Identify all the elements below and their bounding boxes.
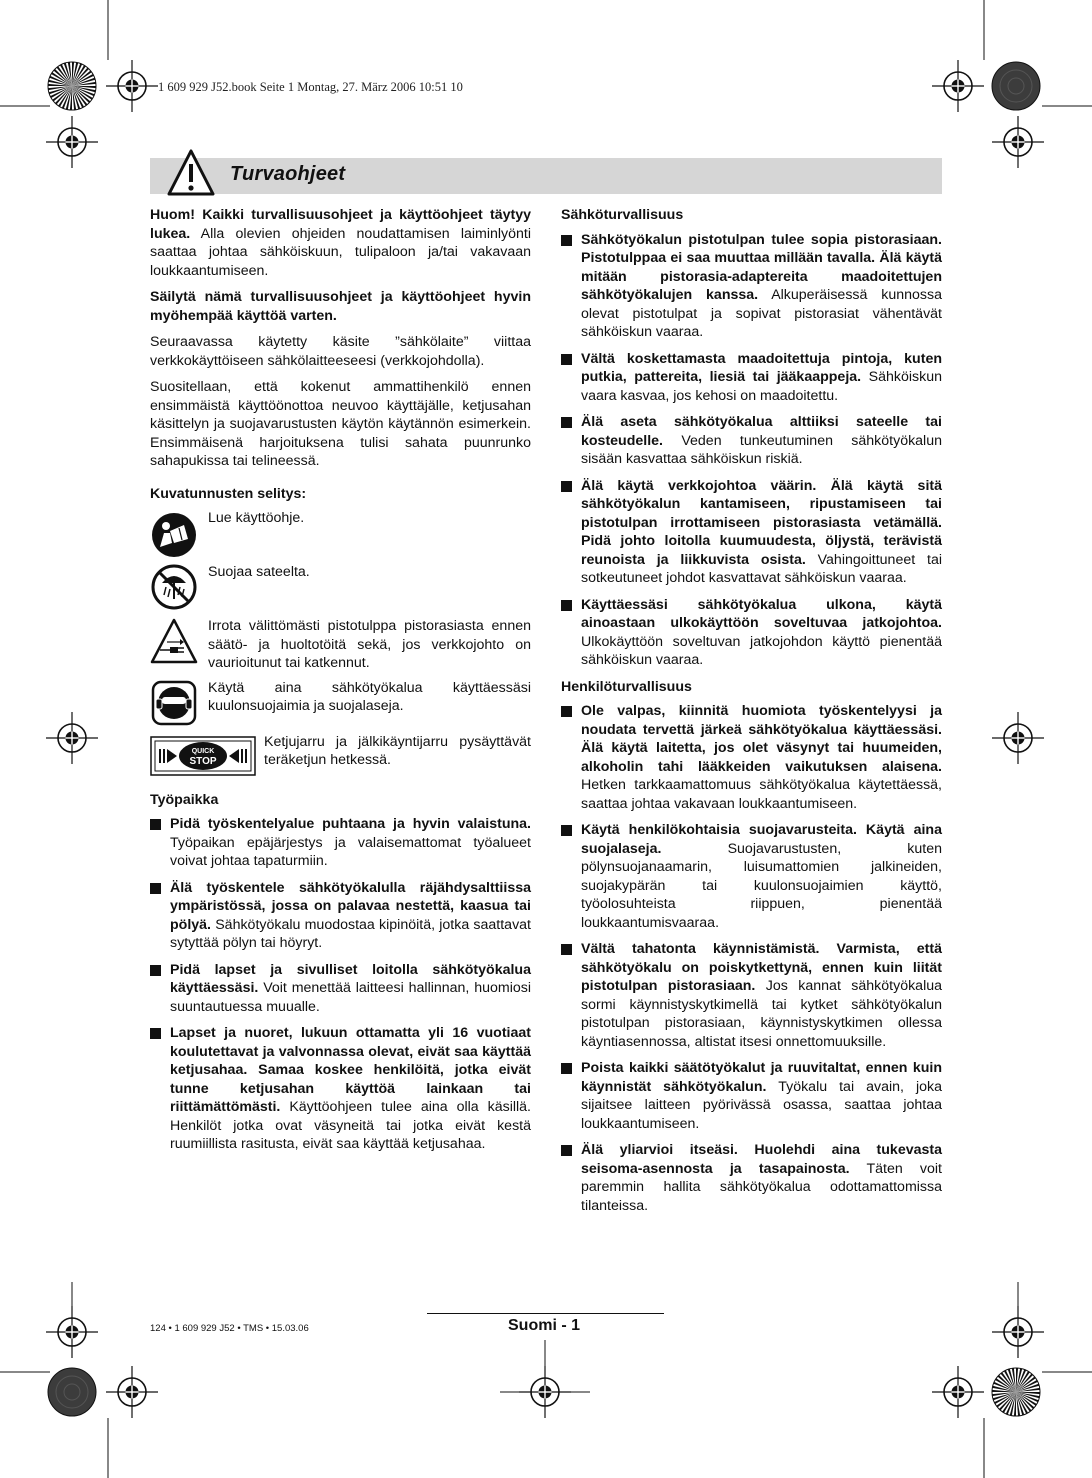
symbol-row-unplug xyxy=(150,617,531,673)
list-item: Käyttäessäsi sähkötyökalua ulkona, käytä ainoastaan ulkokäyttöön soveltuvaa jatkojohtoa. Ulkokäyttöön soveltuvan jatkojohdon käyttö pienentää sähköiskun vaaraa. xyxy=(561,596,942,670)
list-item: Vältä tahatonta käynnistämistä. Varmista, että sähkötyökalu on poiskytkettynä, ennen kuin liität pistotulpan pistorasiaan. Jos kannat sähkötyökalua sormi käynnistyskytkimellä tai kytket sähkötyökalun pistotulpan pistorasiaan, käynnistyskytkimen ollessa käyntiasennossa, altistat itsesi onnettomuuksille. xyxy=(561,940,942,1051)
electrical-safety-heading: Sähköturvallisuus xyxy=(561,207,684,223)
list-item: Ole valpas, kiinnitä huomiota työskentelyysi ja noudata tervettä järkeä sähkötyökalua käyttäessäsi. Älä käytä laitetta, jos olet väsynyt tai huumeiden, alkoholin tahi lääkkeiden vaikutuksen alaisena. Hetken tarkkaamattomuus sähkötyökalua käytettäessä, saattaa johtaa vakavaan loukkaantumiseen. xyxy=(561,702,942,813)
registration-mark xyxy=(932,1366,984,1418)
right-column xyxy=(561,206,942,1223)
symbol-text: Käytä aina sähkötyökalua käyttäessäsi kuulonsuojaimia ja suojalaseja. xyxy=(208,679,531,714)
stop-label: STOP xyxy=(189,755,217,767)
registration-mark xyxy=(106,60,158,112)
page-title: Turvaohjeet xyxy=(230,163,346,185)
dark-disc-mark-top-right xyxy=(992,62,1040,110)
dark-disc-mark-bottom-left xyxy=(48,1368,96,1416)
quick-stop-icon xyxy=(150,733,258,781)
registration-mark xyxy=(106,1366,158,1418)
page-number: Suomi - 1 xyxy=(508,1317,581,1334)
unplug-warning-icon xyxy=(150,617,202,665)
list-item: Älä työskentele sähkötyökalulla räjähdysalttiissa ympäristössä, jossa on palavaa nestettä, kaasua tai pölyä. Sähkötyökalu muodostaa kipinöitä, jotka saattavat sytyttää pölyn tai höyryt. xyxy=(150,879,531,953)
list-item: Lapset ja nuoret, lukuun ottamatta yli 16 vuotiaat koulutettavat ja valvonnassa olevat, eivät saa käyttää ketjusahaa. Samaa koskee henkilöitä, jotka eivät tunne ketjusahan käyttöä lainkaan tai riittämättömästi. Käyttöohjeen tulee aina olla käsillä. Henkilöt jotka ovat väsyneitä tai jotka eivät kestä ruumiillista rasitusta, eivät saa käyttää ketjusahaa. xyxy=(150,1024,531,1154)
starburst-mark-top-left xyxy=(48,62,96,110)
footer-code: 124 • 1 609 929 J52 • TMS • 15.03.06 xyxy=(150,1323,309,1334)
list-item: Pidä työskentelyalue puhtaana ja hyvin valaistuna. Työpaikan epäjärjestys ja valaisemattomat työalueet voivat johtaa tapaturmiin. xyxy=(150,815,531,871)
list-item: Käytä henkilökohtaisia suojavarusteita. Käytä aina suojalaseja. Suojavarustusten, kuten pölynsuojanaamarin, luisumattomien jalkineiden, suojakypärän tai kuulonsuojaimien käyttö, työolosuhteista riippuen, pienentää loukkaantumisvaaraa. xyxy=(561,821,942,932)
symbol-row-quick-stop xyxy=(150,733,531,781)
warning-triangle-icon xyxy=(167,148,215,198)
registration-mark xyxy=(519,1366,571,1418)
personal-safety-list xyxy=(561,702,942,1215)
ear-eye-protection-icon xyxy=(150,679,202,727)
personal-safety-heading: Henkilöturvallisuus xyxy=(561,678,692,695)
symbol-row-read-manual xyxy=(150,509,531,557)
no-rain-icon xyxy=(150,563,202,611)
list-item: Sähkötyökalun pistotulpan tulee sopia pistorasiaan. Pistotulppaa ei saa muuttaa millään tavalla. Älä käytä mitään pistorasia-adaptereita maadoitettujen sähkötyökalujen kanssa. Alkuperäisessä kunnossa olevat pistotulpat ja sopivat pistorasiat vähentävät sähköiskun vaaraa. xyxy=(561,231,942,342)
registration-mark xyxy=(992,1306,1044,1358)
read-manual-icon xyxy=(150,509,202,557)
list-item: Älä käytä verkkojohtoa väärin. Älä käytä sitä sähkötyökalun kantamiseen, ripustamiseen tai pistotulpan irrottamiseen pistorasiasta vetämällä. Pidä johto loitolla kuumuudesta, öljystä, terävistä reunoista ja liikkuvista osista. Vahingoittuneet tai sotkeutuneet johdot kasvattavat sähköiskun vaaraa. xyxy=(561,477,942,588)
quick-label: QUICK xyxy=(191,747,215,755)
starburst-mark-bottom-right xyxy=(992,1368,1040,1416)
list-item: Pidä lapset ja sivulliset loitolla sähkötyökalua käyttäessäsi. Voit menettää laitteesi hallinnan, huomiosi suuntautuessa muualle. xyxy=(150,961,531,1017)
registration-mark xyxy=(932,60,984,112)
list-item: Vältä koskettamasta maadoitettuja pintoja, kuten putkia, pattereita, liesiä tai jääkaappeja. Sähköiskun vaara kasvaa, jos kehosi on maadoitettu. xyxy=(561,350,942,406)
footer-rule xyxy=(427,1313,664,1314)
registration-mark xyxy=(992,712,1044,764)
registration-mark xyxy=(46,1306,98,1358)
electrical-safety-list xyxy=(561,231,942,670)
symbol-text: Suojaa sateelta. xyxy=(208,564,310,580)
symbol-row-no-rain xyxy=(150,563,531,611)
symbols-heading: Kuvatunnusten selitys: xyxy=(150,485,307,502)
workplace-list xyxy=(150,815,531,1154)
list-item: Älä yliarvioi itseäsi. Huolehdi aina tukevasta seisoma-asennosta ja tasapainosta. Täten voit paremmin hallita sähkötyökalua odottamattomissa tilanteissa. xyxy=(561,1141,942,1215)
intro-paragraph: Huom! Kaikki turvallisuusohjeet ja käyttöohjeet täytyy lukea. Alla olevien ohjeiden noudattamisen laiminlyönti saattaa johtaa sähköiskuun, tulipaloon ja/tai vakavaan loukkaantumiseen. xyxy=(150,207,531,279)
registration-mark xyxy=(46,116,98,168)
list-item: Älä aseta sähkötyökalua alttiiksi sateelle tai kosteudelle. Veden tunkeutuminen sähkötyökalun sisään kasvattaa sähköiskun riskiä. xyxy=(561,413,942,469)
symbol-text: Lue käyttöohje. xyxy=(208,510,305,526)
print-info: 1 609 929 J52.book Seite 1 Montag, 27. März 2006 10:51 10 xyxy=(158,80,463,94)
term-paragraph: Seuraavassa käytetty käsite ”sähkölaite” viittaa verkkokäyttöiseen sähkölaitteeseesi (verkkojohdolla). xyxy=(150,334,531,369)
left-column xyxy=(150,206,531,1162)
workplace-heading: Työpaikka xyxy=(150,791,219,808)
symbol-text: Irrota välittömästi pistotulppa pistorasiasta ennen säätö- ja huoltotöitä sekä, jos verkkojohto on vaurioitunut tai katkennut. xyxy=(208,618,531,671)
symbol-text: Ketjujarru ja jälkikäyntijarru pysäyttävät teräketjun hetkessä. xyxy=(264,733,531,768)
registration-mark xyxy=(46,712,98,764)
keep-instructions-paragraph: Säilytä nämä turvallisuusohjeet ja käyttöohjeet hyvin myöhempää käyttöä varten. xyxy=(150,289,531,324)
symbol-row-protection xyxy=(150,679,531,727)
recommend-paragraph: Suositellaan, että kokenut ammattihenkilö ennen ensimmäistä käyttöönottoa neuvoo käyttäjälle, ketjusahan käsittelyn ja suojavarustusten käytön käytännön esimerkein. Ensimmäisenä harjoituksena tulisi sahata puunrunko sahapukissa tai telineessä. xyxy=(150,379,531,469)
list-item: Poista kaikki säätötyökalut ja ruuvitaltat, ennen kuin käynnistät sähkötyökalun. Työkalu tai avain, joka sijaitsee laitteen pyörivässä osassa, saattaa johtaa loukkaantumiseen. xyxy=(561,1059,942,1133)
registration-mark xyxy=(992,116,1044,168)
